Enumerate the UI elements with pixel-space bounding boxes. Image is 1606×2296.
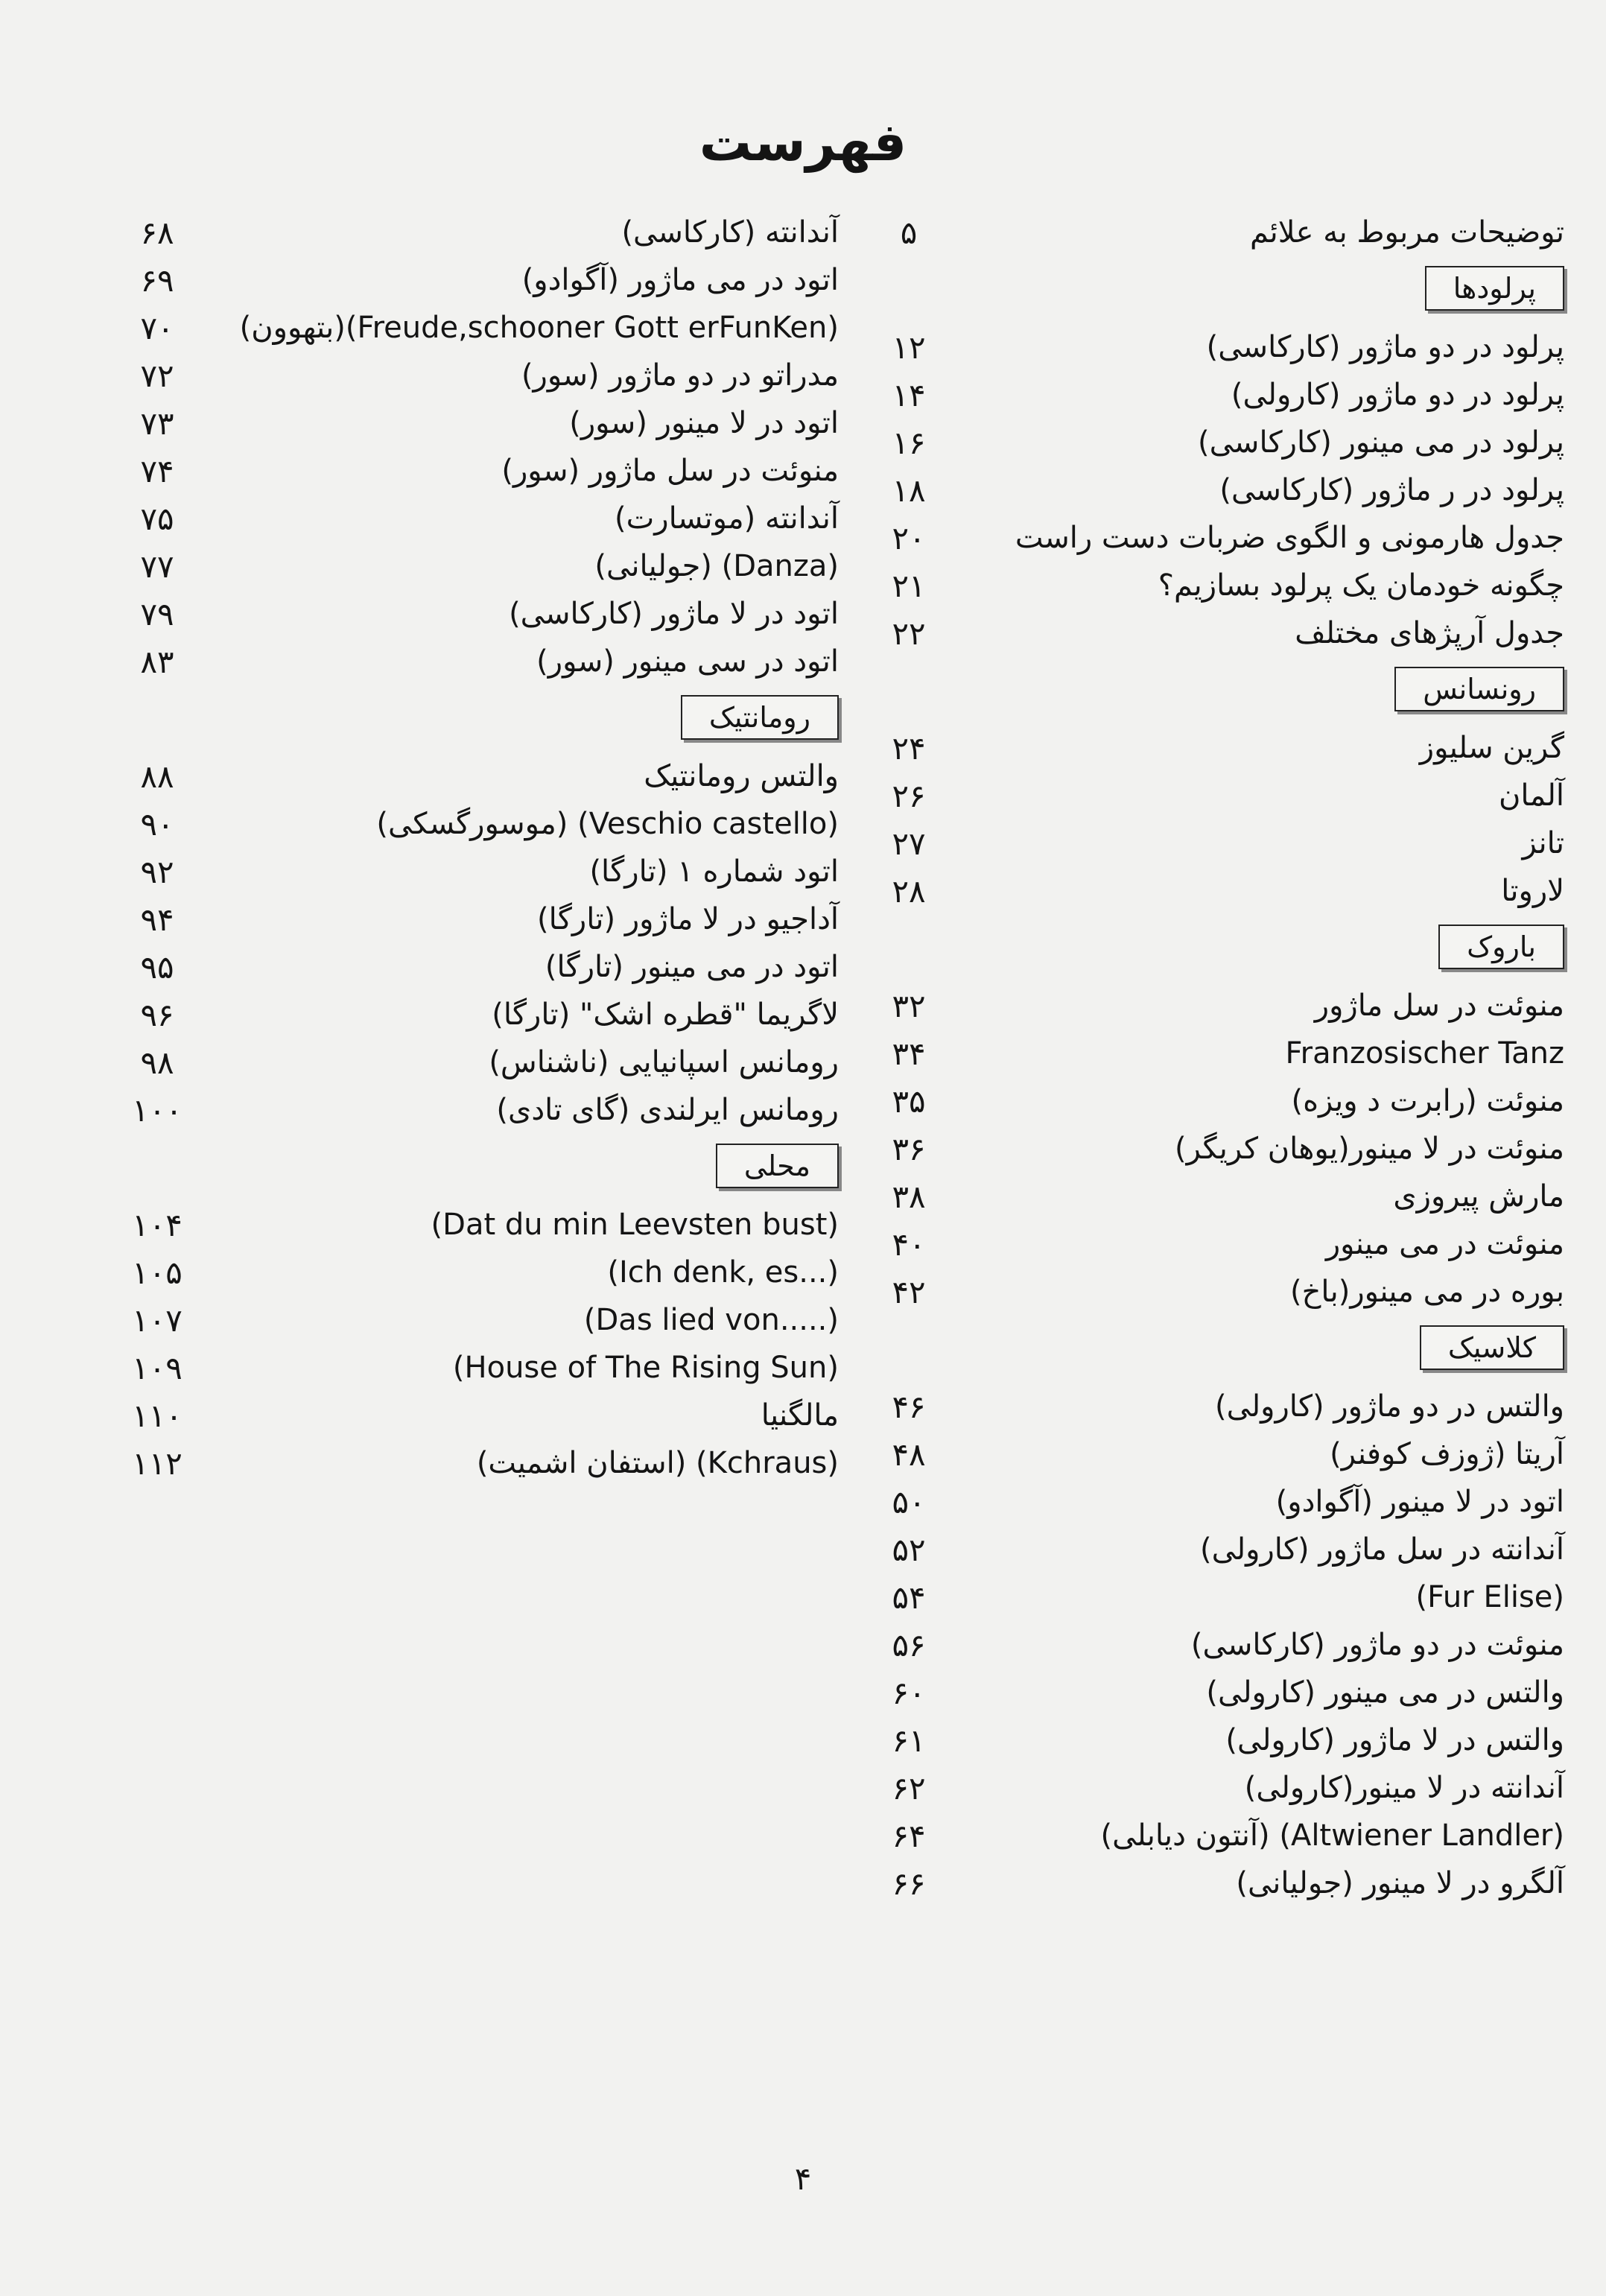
toc-entry-title: (Kchraus) (استفان اشمیت) bbox=[476, 1446, 839, 1480]
toc-entry[interactable] bbox=[834, 1220, 1564, 1268]
toc-entry-title: منوئت در می مینور bbox=[1325, 1227, 1564, 1261]
toc-entry-page: ۳۸ bbox=[892, 1178, 926, 1215]
toc-entry[interactable] bbox=[94, 943, 839, 991]
toc-entry-title: مارش پیروزی bbox=[1393, 1179, 1564, 1214]
toc-entry-page: ۶۰ bbox=[892, 1674, 926, 1711]
toc-entry[interactable] bbox=[94, 399, 839, 447]
section-heading-wrap bbox=[834, 657, 1564, 724]
toc-entry[interactable] bbox=[94, 848, 839, 895]
toc-entry-page: ۴۸ bbox=[892, 1436, 926, 1473]
toc-entry-page: ۶۸ bbox=[140, 214, 174, 251]
toc-entry[interactable] bbox=[834, 1030, 1564, 1077]
toc-entry[interactable] bbox=[94, 590, 839, 638]
toc-entry-title: منوئت در سل ماژور (سور) bbox=[501, 454, 839, 488]
toc-entry-title: رومانس اسپانیایی (ناشناس) bbox=[489, 1045, 839, 1079]
section-heading: محلی bbox=[716, 1144, 839, 1188]
toc-entry-title: مدراتو در دو ماژور (سور) bbox=[521, 358, 839, 393]
toc-entry-page: ۷۴ bbox=[140, 452, 174, 489]
toc-entry-page: ۷۹ bbox=[140, 595, 174, 632]
toc-entry-page: ۹۰ bbox=[140, 805, 174, 843]
toc-entry-page: ۶۴ bbox=[892, 1817, 926, 1854]
toc-entry-page: ۳۵ bbox=[892, 1082, 926, 1120]
toc-entry[interactable] bbox=[834, 724, 1564, 772]
toc-entry-title: آداجیو در لا ماژور (تارگا) bbox=[537, 902, 839, 936]
toc-entry-title: تانز bbox=[1522, 826, 1564, 860]
toc-entry-title: چگونه خودمان یک پرلود بسازیم؟ bbox=[1158, 568, 1564, 603]
toc-entry[interactable] bbox=[834, 1716, 1564, 1764]
toc-entry-page: ۱۱۲ bbox=[132, 1444, 182, 1482]
toc-entry-title: رومانس ایرلندی (گای تادی) bbox=[496, 1093, 839, 1127]
toc-entry-title: اتود شماره ۱ (تارگا) bbox=[589, 854, 839, 889]
toc-entry[interactable] bbox=[94, 800, 839, 848]
toc-entry[interactable] bbox=[834, 1859, 1564, 1907]
toc-entry-title: (Altwiener Landler) (آنتون دیابلی) bbox=[1100, 1818, 1564, 1853]
toc-entry[interactable] bbox=[94, 209, 839, 256]
toc-entry-title: اتود در لا مینور (سور) bbox=[569, 406, 839, 440]
toc-entry-title: منوئت در لا مینور(یوهان کریگر) bbox=[1175, 1132, 1564, 1166]
toc-entry[interactable] bbox=[834, 1430, 1564, 1478]
toc-entry-page: ۷۵ bbox=[140, 500, 174, 537]
toc-entry[interactable] bbox=[834, 1478, 1564, 1526]
toc-entry-title: اتود در می مینور (تارگا) bbox=[545, 950, 839, 984]
toc-entry[interactable] bbox=[834, 609, 1564, 657]
section-heading-wrap bbox=[834, 256, 1564, 323]
toc-entry-page: ۲۰ bbox=[892, 519, 926, 556]
toc-entry-title: جدول آرپژهای مختلف bbox=[1295, 616, 1564, 650]
toc-entry-page: ۹۵ bbox=[140, 948, 174, 986]
toc-entry[interactable] bbox=[834, 1173, 1564, 1220]
toc-entry[interactable] bbox=[834, 514, 1564, 562]
section-heading-wrap bbox=[94, 1134, 839, 1201]
section-heading: پرلودها bbox=[1425, 266, 1564, 311]
toc-entry-page: ۴۶ bbox=[892, 1388, 926, 1425]
toc-entry-title: (...Ich denk, es) bbox=[607, 1255, 839, 1290]
toc-entry[interactable] bbox=[834, 867, 1564, 915]
toc-entry[interactable] bbox=[834, 1077, 1564, 1125]
toc-entry[interactable] bbox=[94, 752, 839, 800]
toc-entry[interactable] bbox=[94, 1038, 839, 1086]
toc-entry-title: والتس در لا ماژور (کارولی) bbox=[1225, 1723, 1564, 1757]
toc-entry[interactable] bbox=[94, 1201, 839, 1249]
toc-entry[interactable] bbox=[94, 352, 839, 399]
toc-entry-title: اتود در می ماژور (آگوادو) bbox=[521, 263, 839, 297]
toc-entry[interactable] bbox=[834, 1764, 1564, 1812]
section-heading-wrap bbox=[94, 685, 839, 752]
toc-entry-page: ۵۴ bbox=[892, 1579, 926, 1616]
toc-entry-title: (Veschio castello) (موسورگسکی) bbox=[376, 807, 839, 841]
toc-entry-page: ۳۲ bbox=[892, 987, 926, 1024]
toc-entry-title: (Freude,schooner Gott erFunKen)(بتهوون) bbox=[239, 311, 839, 345]
section-heading: رومانتیک bbox=[681, 695, 839, 740]
section-heading-wrap bbox=[834, 1316, 1564, 1383]
toc-entry-page: ۱۰۴ bbox=[132, 1206, 182, 1243]
toc-entry[interactable] bbox=[94, 1249, 839, 1296]
toc-entry-title: (House of The Rising Sun) bbox=[452, 1351, 839, 1385]
toc-entry-title: گرین سلیوز bbox=[1419, 731, 1564, 765]
toc-entry-page: ۸۸ bbox=[140, 758, 174, 795]
section-heading-wrap bbox=[834, 915, 1564, 982]
page-title: فهرست bbox=[699, 112, 907, 173]
toc-entry-title: پرلود در دو ماژور (کارکاسی) bbox=[1206, 330, 1564, 364]
toc-entry-title: منوئت در سل ماژور bbox=[1314, 989, 1564, 1023]
toc-entry-title: (Fur Elise) bbox=[1415, 1580, 1564, 1614]
toc-entry[interactable] bbox=[834, 819, 1564, 867]
toc-entry-title: پرلود در ر ماژور (کارکاسی) bbox=[1219, 473, 1564, 507]
toc-entry-title: والتس در دو ماژور (کارولی) bbox=[1215, 1389, 1564, 1424]
toc-entry-page: ۲۴ bbox=[892, 729, 926, 767]
section-heading: کلاسیک bbox=[1420, 1325, 1564, 1370]
toc-entry[interactable] bbox=[94, 1439, 839, 1487]
toc-entry[interactable] bbox=[94, 895, 839, 943]
toc-entry[interactable] bbox=[834, 323, 1564, 371]
toc-entry-title: آندانته در سل ماژور (کارولی) bbox=[1200, 1532, 1564, 1567]
toc-entry-page: ۴۰ bbox=[892, 1225, 926, 1263]
toc-entry[interactable] bbox=[834, 371, 1564, 419]
toc-entry-page: ۴۲ bbox=[892, 1273, 926, 1310]
toc-entry-title: اتود در لا مینور (آگوادو) bbox=[1275, 1485, 1564, 1519]
toc-entry-page: ۹۲ bbox=[140, 853, 174, 890]
toc-entry-page: ۲۲ bbox=[892, 615, 926, 652]
toc-entry-title: لاگریما "قطره اشک" (تارگا) bbox=[492, 998, 839, 1032]
toc-entry-title: آلگرو در لا مینور (جولیانی) bbox=[1236, 1866, 1564, 1900]
toc-entry-page: ۱۲ bbox=[892, 329, 926, 366]
toc-entry-page: ۱۰۹ bbox=[132, 1349, 182, 1386]
toc-entry-title: مالگنیا bbox=[761, 1398, 839, 1433]
toc-entry-page: ۷۷ bbox=[140, 548, 174, 585]
toc-entry[interactable] bbox=[94, 256, 839, 304]
toc-entry[interactable] bbox=[834, 1812, 1564, 1859]
toc-entry-title: پرلود در می مینور (کارکاسی) bbox=[1197, 425, 1564, 460]
toc-entry-page: ۲۶ bbox=[892, 777, 926, 814]
toc-entry-title: بوره در می مینور(باخ) bbox=[1289, 1275, 1564, 1309]
toc-entry[interactable] bbox=[834, 1526, 1564, 1573]
toc-entry[interactable] bbox=[94, 304, 839, 352]
toc-entry[interactable] bbox=[834, 562, 1564, 609]
toc-entry-title: والتس در می مینور (کارولی) bbox=[1206, 1675, 1564, 1710]
toc-entry[interactable] bbox=[94, 542, 839, 590]
toc-entry-title: توضیحات مربوط به علائم bbox=[1250, 215, 1564, 250]
toc-entry-page: ۵۲ bbox=[892, 1531, 926, 1568]
toc-entry-page: ۹۶ bbox=[140, 996, 174, 1033]
toc-entry[interactable] bbox=[94, 1392, 839, 1439]
section-heading: باروک bbox=[1438, 925, 1564, 969]
toc-entry[interactable] bbox=[834, 772, 1564, 819]
toc-entry-title: آندانته (کارکاسی) bbox=[621, 215, 839, 250]
toc-left-column bbox=[94, 209, 839, 1487]
toc-entry[interactable] bbox=[94, 447, 839, 495]
toc-entry-page: ۶۹ bbox=[140, 261, 174, 299]
toc-entry-title: منوئت (رابرت د ویزه) bbox=[1291, 1084, 1564, 1118]
toc-entry-page: ۵ bbox=[900, 214, 918, 251]
toc-entry-title: (Dat du min Leevsten bust) bbox=[431, 1208, 839, 1242]
toc-entry-page: ۱۶ bbox=[892, 424, 926, 461]
toc-entry[interactable] bbox=[94, 1344, 839, 1392]
toc-entry-page: ۲۷ bbox=[892, 825, 926, 862]
toc-entry-page: ۱۱۰ bbox=[132, 1397, 182, 1434]
toc-entry-title: (.....Das lied von) bbox=[583, 1303, 839, 1337]
toc-entry[interactable] bbox=[834, 1125, 1564, 1173]
toc-entry-title: Franzosischer Tanz bbox=[1285, 1036, 1564, 1071]
toc-entry-title: اتود در سی مینور (سور) bbox=[536, 644, 839, 679]
toc-entry-page: ۶۶ bbox=[892, 1865, 926, 1902]
toc-entry-page: ۱۰۷ bbox=[132, 1301, 182, 1339]
toc-entry[interactable] bbox=[834, 1383, 1564, 1430]
toc-entry-title: جدول هارمونی و الگوی ضربات دست راست bbox=[1015, 521, 1564, 555]
toc-entry-title: آریتا (ژوزف کوفنر) bbox=[1330, 1437, 1564, 1471]
toc-entry[interactable] bbox=[834, 466, 1564, 514]
toc-entry-page: ۷۳ bbox=[140, 405, 174, 442]
toc-entry[interactable] bbox=[834, 1268, 1564, 1316]
toc-entry-page: ۹۸ bbox=[140, 1044, 174, 1081]
section-heading: رونسانس bbox=[1394, 667, 1564, 711]
toc-entry-title: پرلود در دو ماژور (کارولی) bbox=[1231, 378, 1564, 412]
toc-entry[interactable] bbox=[94, 991, 839, 1038]
toc-right-column bbox=[834, 209, 1564, 1907]
toc-entry-page: ۶۲ bbox=[892, 1769, 926, 1807]
toc-entry-title: منوئت در دو ماژور (کارکاسی) bbox=[1190, 1628, 1564, 1662]
toc-entry-title: اتود در لا ماژور (کارکاسی) bbox=[509, 597, 839, 631]
toc-entry-page: ۵۶ bbox=[892, 1626, 926, 1664]
toc-entry-page: ۲۸ bbox=[892, 872, 926, 910]
toc-entry-title: آلمان bbox=[1499, 778, 1564, 813]
toc-entry[interactable] bbox=[94, 638, 839, 685]
toc-entry-page: ۹۴ bbox=[140, 901, 174, 938]
toc-entry-title: لاروتا bbox=[1501, 874, 1564, 908]
toc-entry-title: (Danza) (جولیانی) bbox=[594, 549, 839, 583]
toc-entry-page: ۳۶ bbox=[892, 1130, 926, 1167]
toc-entry-page: ۶۱ bbox=[892, 1722, 926, 1759]
page-number: ۴ bbox=[794, 2160, 812, 2197]
toc-entry-title: آندانته در لا مینور(کارولی) bbox=[1244, 1771, 1564, 1805]
toc-entry-page: ۸۳ bbox=[140, 643, 174, 680]
toc-entry-title: والتس رومانتیک bbox=[644, 759, 839, 793]
toc-entry-page: ۲۱ bbox=[892, 567, 926, 604]
toc-entry[interactable] bbox=[94, 495, 839, 542]
toc-entry-page: ۱۴ bbox=[892, 376, 926, 413]
toc-entry[interactable] bbox=[94, 1296, 839, 1344]
toc-entry-page: ۱۰۰ bbox=[132, 1091, 182, 1129]
toc-entry-title: آندانته (موتسارت) bbox=[615, 501, 839, 536]
toc-entry[interactable] bbox=[834, 1621, 1564, 1669]
toc-entry[interactable] bbox=[834, 1573, 1564, 1621]
toc-entry[interactable] bbox=[94, 1086, 839, 1134]
toc-entry-page: ۱۰۵ bbox=[132, 1254, 182, 1291]
toc-entry[interactable] bbox=[834, 1669, 1564, 1716]
toc-entry-page: ۱۸ bbox=[892, 472, 926, 509]
toc-entry[interactable] bbox=[834, 982, 1564, 1030]
toc-entry-page: ۷۲ bbox=[140, 357, 174, 394]
toc-entry[interactable] bbox=[834, 419, 1564, 466]
toc-entry[interactable] bbox=[834, 209, 1564, 256]
toc-entry-page: ۷۰ bbox=[140, 309, 174, 346]
toc-entry-page: ۵۰ bbox=[892, 1483, 926, 1520]
toc-entry-page: ۳۴ bbox=[892, 1035, 926, 1072]
